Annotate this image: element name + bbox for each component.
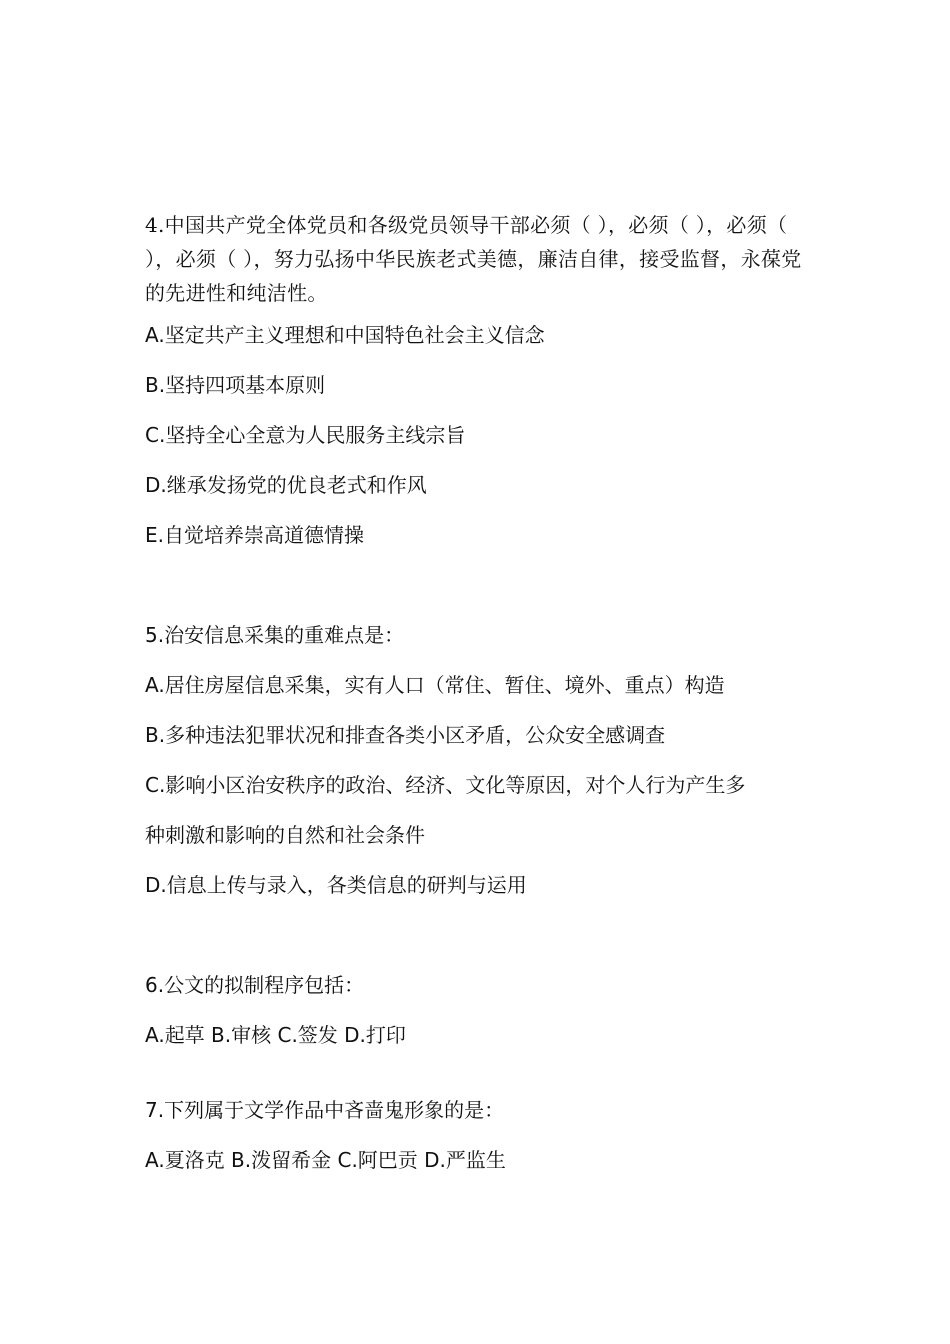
question-7-stem: 7.下列属于文学作品中吝啬鬼形象的是： bbox=[145, 1098, 505, 1122]
question-list bbox=[145, 208, 810, 1185]
question-4-option-e: E.自觉培养崇高道德情操 bbox=[145, 523, 364, 547]
question-4-option-d: D.继承发扬党的优良老式和作风 bbox=[145, 473, 427, 497]
spacer bbox=[145, 1060, 810, 1085]
question-5-option-a: A.居住房屋信息采集，实有人口（常住、暂住、境外、重点）构造 bbox=[145, 673, 725, 697]
question-4-option-c: C.坚持全心全意为人民服务主线宗旨 bbox=[145, 423, 466, 447]
question-6 bbox=[145, 960, 810, 1060]
spacer bbox=[145, 910, 810, 960]
question-5-stem: 5.治安信息采集的重难点是： bbox=[145, 623, 405, 647]
question-5-option-c-continued: 种刺激和影响的自然和社会条件 bbox=[145, 823, 425, 847]
question-6-options: A.起草 B.审核 C.签发 D.打印 bbox=[145, 1023, 406, 1047]
question-5-option-b: B.多种违法犯罪状况和排查各类小区矛盾，公众安全感调查 bbox=[145, 723, 666, 747]
question-7 bbox=[145, 1085, 810, 1185]
question-7-options: A.夏洛克 B.泼留希金 C.阿巴贡 D.严监生 bbox=[145, 1148, 506, 1172]
question-6-stem: 6.公文的拟制程序包括： bbox=[145, 973, 365, 997]
question-4-option-a: A.坚定共产主义理想和中国特色社会主义信念 bbox=[145, 323, 545, 347]
question-5-option-c: C.影响小区治安秩序的政治、经济、文化等原因，对个人行为产生多 bbox=[145, 773, 746, 797]
question-4 bbox=[145, 208, 810, 560]
question-4-stem: 4.中国共产党全体党员和各级党员领导干部必须（ ），必须（ ），必须（ ），必须（ ），努力弘扬中华民族老式美德，廉洁自律，接受监督，永葆党的先进性和纯洁性。 bbox=[145, 213, 802, 305]
question-5 bbox=[145, 610, 810, 910]
spacer bbox=[145, 560, 810, 610]
question-5-option-d: D.信息上传与录入，各类信息的研判与运用 bbox=[145, 873, 527, 897]
question-4-option-b: B.坚持四项基本原则 bbox=[145, 373, 326, 397]
